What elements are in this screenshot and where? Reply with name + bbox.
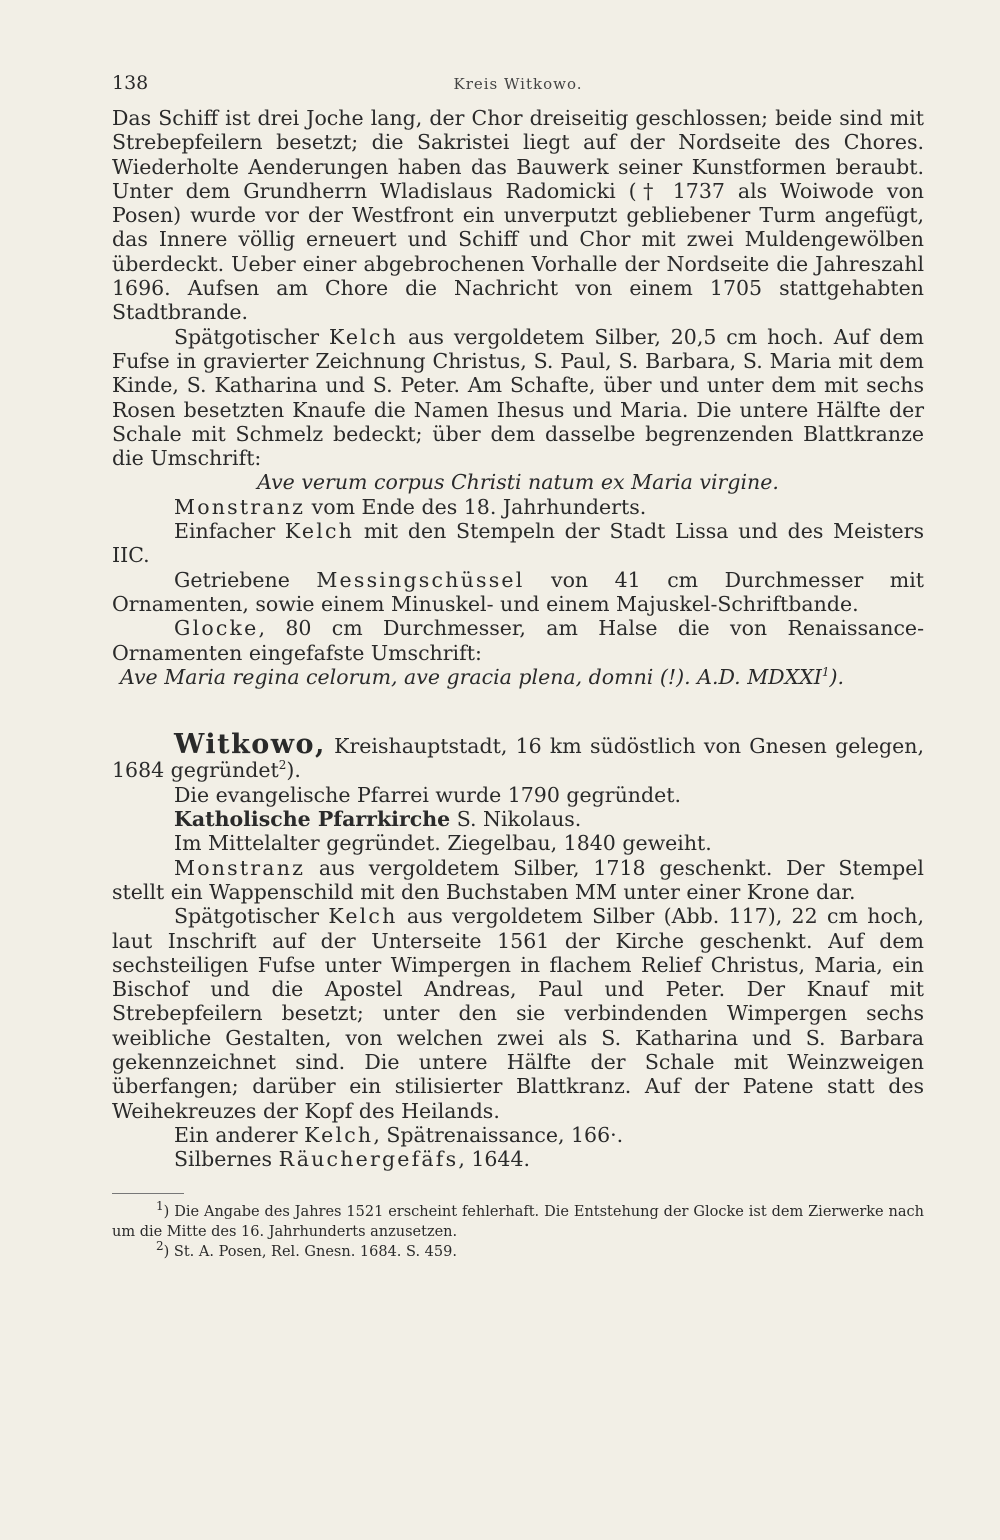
text-run: Kreishauptstadt, 16 km südöstlich von Gnesen gelegen, 1684 gegründet (112, 734, 924, 783)
footnote-mark: 2 (156, 1239, 164, 1254)
paragraph-kelch (112, 325, 924, 471)
paragraph-church-description: Das Schiff ist drei Joche lang, der Chor dreiseitig geschlossen; beide sind mit Strebepfeilern besetzt; die Sakristei liegt auf der Nordseite des Chores. Wiederholte Aenderungen haben das Bauwerk seiner Kunstformen beraubt. Unter dem Grundherrn Wladislaus Radomicki († 1737 als Woiwode von Posen) wurde vor der Westfront ein unverputzt gebliebener Turm angefügt, das Innere völlig erneuert und Schiff und Chor mit zwei Muldengewölben überdeckt. Ueber einer abgebrochenen Vorhalle der Nordseite die Jahreszahl 1696. Aufsen am Chore die Nachricht von einem 1705 stattgehabten Stadtbrande. (112, 106, 924, 325)
spaced-term: Kelch (328, 904, 398, 929)
text-run: ) Die Angabe des Jahres 1521 erscheint fehlerhaft. Die Entstehung der Glocke ist dem Zierwerke nach um die Mitte des 16. Jahrhunderts anzusetzen. (112, 1204, 924, 1241)
paragraph-einfacher-kelch (112, 519, 924, 568)
text-run: vom Ende des 18. Jahrhunderts. (305, 494, 647, 519)
text-run: , 1644. (458, 1147, 531, 1172)
running-title: Kreis Witkowo. (453, 75, 583, 93)
paragraph-monstranz-2 (112, 856, 924, 905)
paragraph-kelch-3 (112, 1123, 924, 1147)
paragraph-raeuchergefaess (112, 1147, 924, 1171)
spaced-term: Kelch (284, 519, 355, 544)
text-run: S. Nikolaus. (450, 807, 582, 832)
text-run: aus vergoldetem Silber, 20,5 cm hoch. Auf dem Fufse in gravierter Zeichnung Christus, S. Paul, S. Barbara, S. Maria mit dem Kinde, S. Katharina und S. Peter. Am Schafte, über und unter dem mit sechs Rosen besetzten Knaufe die Namen Ihesus und Maria. Die untere Hälfte der Schale mit Schmelz bedeckt; über dem dasselbe begrenzenden Blattkranze die Umschrift: (112, 324, 924, 471)
section-gap (112, 689, 924, 733)
inscription-kelch: Ave verum corpus Christi natum ex Maria virgine. (257, 470, 779, 495)
text-run: von 41 cm Durchmesser mit Ornamenten, sowie einem Minuskel- und einem Majuskel-Schriftbande. (112, 567, 924, 616)
text-run: Getriebene (174, 567, 317, 592)
running-head (112, 72, 924, 106)
text-run: Spätgotischer (174, 904, 329, 929)
text-run: ). (829, 664, 845, 689)
text-run: ). (286, 758, 301, 783)
footnote-2 (112, 1239, 924, 1262)
spaced-term: Monstranz (174, 494, 306, 519)
spaced-term: Monstranz (174, 855, 306, 880)
paragraph-glocke (112, 616, 924, 665)
inscription-glocke (112, 665, 924, 689)
footnote-rule (112, 1193, 184, 1194)
place-heading: Witkowo, (174, 729, 326, 761)
body-text (112, 106, 924, 1171)
spaced-term: Messingschüssel (316, 567, 525, 592)
text-run: aus vergoldetem Silber (Abb. 117), 22 cm hoch, laut Inschrift auf der Unterseite 1561 der Kirche geschenkt. Auf dem sechsteiligen Fufse unter Wimpergen in flachem Relief Christus, Maria, ein Bischof und die Apostel Andreas, Paul und Peter. Der Knauf mit Strebepfeilern besetzt; unter den sie verbindenden Wimpergen sechs weibliche Gestalten, von welchen zwei als S. Katharina und S. Barbara gekennzeichnet sind. Die untere Hälfte der Schale mit Weinzweigen überfangen; darüber ein stilisierter Blattkranz. Auf der Patene statt des Weihekreuzes der Kopf des Heilands. (112, 904, 924, 1123)
page-number: 138 (112, 72, 149, 94)
paragraph-kelch-2 (112, 904, 924, 1123)
spaced-term: Glocke (174, 616, 259, 641)
text-run: Ave Maria regina celorum, ave gracia plena, domni (!). A.D. MDXXI (120, 664, 822, 689)
spaced-term: Räuchergefäfs (278, 1147, 459, 1172)
spaced-term: Kelch (328, 324, 399, 349)
text-run: , 80 cm Durchmesser, am Halse die von Renaissance-Ornamenten eingefafste Umschrift: (112, 616, 924, 665)
footnote-mark: 1 (156, 1199, 164, 1214)
text-run: Spätgotischer (174, 324, 329, 349)
text-run: Silbernes (174, 1147, 279, 1172)
text-run: ) St. A. Posen, Rel. Gnesn. 1684. S. 459. (163, 1244, 457, 1261)
footnote-1 (112, 1199, 924, 1242)
text-run: mit den Stempeln der Stadt Lissa und des Meisters IIC. (112, 519, 925, 568)
footnotes (112, 1199, 924, 1262)
footnote-ref: 2 (278, 758, 287, 773)
spaced-term: Kelch (304, 1122, 374, 1147)
paragraph-monstranz (112, 495, 924, 519)
subheading: Katholische Pfarrkirche (174, 807, 451, 832)
paragraph-messingschuessel (112, 568, 924, 617)
text-run: aus vergoldetem Silber, 1718 geschenkt. Der Stempel stellt ein Wappenschild mit den Buchstaben MM unter einer Krone dar. (112, 855, 924, 904)
paragraph-mittelalter: Im Mittelalter gegründet. Ziegelbau, 1840 geweiht. (174, 831, 712, 856)
footnote-ref: 1 (821, 665, 830, 679)
paragraph-pfarrkirche (112, 807, 924, 831)
text-run: , Spätrenaissance, 166·. (373, 1122, 624, 1147)
paragraph-witkowo (112, 729, 924, 783)
paragraph-evangelisch: Die evangelische Pfarrei wurde 1790 gegründet. (174, 782, 682, 807)
text-run: Einfacher (174, 519, 285, 544)
text-run: Ein anderer (174, 1122, 305, 1147)
